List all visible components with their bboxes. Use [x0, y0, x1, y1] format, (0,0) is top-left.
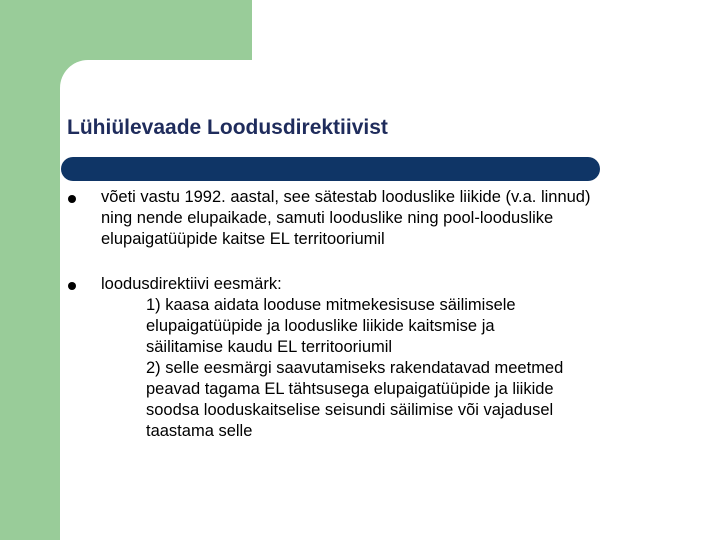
goal-line: peavad tagama EL tähtsusega elupaigatüüpide ja liikide: [146, 380, 554, 398]
title-underline-bar: [61, 157, 600, 181]
bullet-text: [101, 274, 701, 442]
bullet-line: ning nende elupaikade, samuti looduslike ning pool-looduslike: [101, 209, 554, 227]
goal-line: soodsa looduskaitselise seisundi säilimise või vajadusel: [146, 401, 554, 419]
bullet-line: elupaigatüüpide kaitse EL territooriumil: [101, 230, 385, 248]
goal-line: elupaigatüüpide ja looduslike liikide kaitsmise ja: [146, 317, 495, 335]
bullet-text: [101, 187, 701, 250]
goal-line: taastama selle: [146, 422, 253, 440]
bullet-line: võeti vastu 1992. aastal, see sätestab looduslike liikide (v.a. linnud): [101, 188, 591, 206]
bullet-dot-icon: [68, 195, 76, 203]
bullet-dot-icon: [68, 282, 76, 290]
goal-line: 1) kaasa aidata looduse mitmekesisuse säilimisele: [146, 296, 516, 314]
slide-title: Lühiülevaade Loodusdirektiivist: [67, 116, 388, 139]
decorative-green-strip-left: [0, 0, 60, 540]
goal-list: [101, 295, 701, 442]
bullet-lead: loodusdirektiivi eesmärk:: [101, 275, 282, 293]
goal-line: säilitamise kaudu EL territooriumil: [146, 338, 393, 356]
goal-line: 2) selle eesmärgi saavutamiseks rakendatavad meetmed: [146, 359, 564, 377]
